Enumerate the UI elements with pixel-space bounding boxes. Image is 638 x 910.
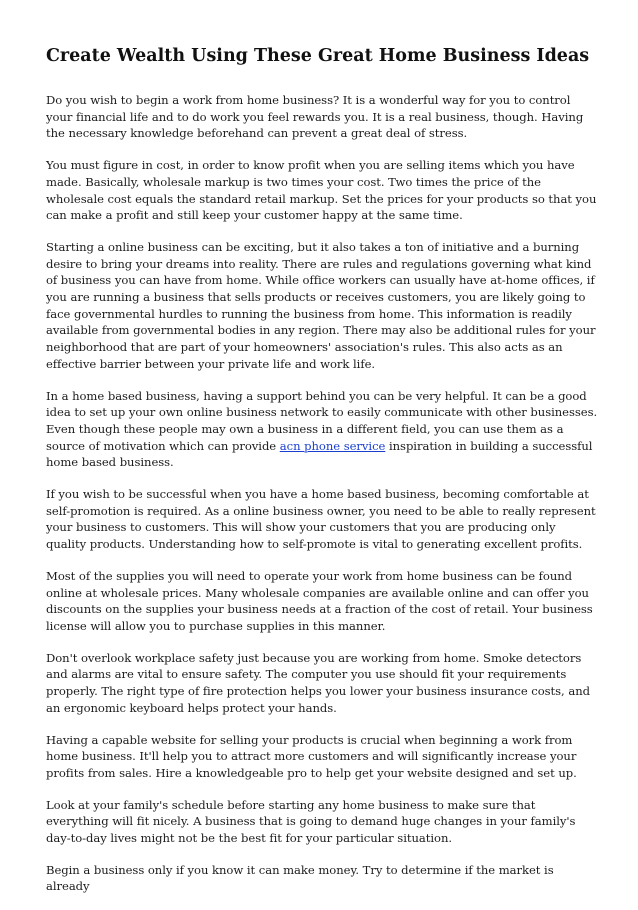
paragraph-4-text-before: In a home based business, having a support behind you can be very helpful. It can be a good idea to set up your own online business network to easily communicate with other businesses. Even though these people may own a business in a different field, you can use them as a source of motivation which can provide xyxy=(46,388,598,453)
paragraph-1: Do you wish to begin a work from home business? It is a wonderful way for you to control your financial life and to do work you feel rewards you. It is a real business, though. Having the necessary knowledge beforehand can prevent a great deal of stress. xyxy=(46,93,584,141)
paragraph-10: Begin a business only if you know it can make money. Try to determine if the market is already xyxy=(46,862,554,894)
paragraph-4-text-after: inspiration in building a successful home based business. xyxy=(46,438,593,470)
paragraph-6: Most of the supplies you will need to operate your work from home business can be found online at wholesale prices. Many wholesale companies are available online and can offer you discounts on the supplies your business needs at a fraction of the cost of retail. Your business license will allow you to purchase supplies in this manner. xyxy=(46,568,593,633)
paragraph-7: Don't overlook workplace safety just because you are working from home. Smoke detectors and alarms are vital to ensure safety. The computer you use should fit your requirements properly. The right type of fire protection helps you lower your business insurance costs, and an ergonomic keyboard helps protect your hands. xyxy=(46,650,590,715)
paragraph-3: Starting a online business can be exciting, but it also takes a ton of initiative and a burning desire to bring your dreams into reality. There are rules and regulations governing what kind of business you can have from home. While office workers can usually have at-home offices, if you are running a business that sells products or receives customers, you are likely going to face governmental hurdles to running the business from home. This information is readily available from governmental bodies in any region. There may also be additional rules for your neighborhood that are part of your homeowners' association's rules. This also acts as an effective barrier between your private life and work life. xyxy=(46,239,596,371)
paragraph-4 xyxy=(46,388,598,472)
paragraph-8: Having a capable website for selling your products is crucial when beginning a work from home business. It'll help you to attract more customers and will significantly increase your profits from sales. Hire a knowledgeable pro to help get your website designed and set up. xyxy=(46,732,577,780)
paragraph-2: You must figure in cost, in order to know profit when you are selling items which you have made. Basically, wholesale markup is two times your cost. Two times the price of the wholesale cost equals the standard retail markup. Set the prices for your products so that you can make a profit and still keep your customer happy at the same time. xyxy=(46,158,597,223)
acn-phone-service-link[interactable]: acn phone service xyxy=(279,438,386,453)
page-title: Create Wealth Using These Great Home Business Ideas xyxy=(46,46,590,66)
document-page xyxy=(46,44,598,910)
paragraph-5: If you wish to be successful when you have a home based business, becoming comfortable at self-promotion is required. As a online business owner, you need to be able to really represent your business to customers. This will show your customers that you are producing only quality products. Understanding how to self-promote is vital to generating excellent profits. xyxy=(46,487,596,552)
paragraph-9: Look at your family's schedule before starting any home business to make sure that everything will fit nicely. A business that is going to demand huge changes in your family's day-to-day lives might not be the best fit for your particular situation. xyxy=(46,797,576,846)
